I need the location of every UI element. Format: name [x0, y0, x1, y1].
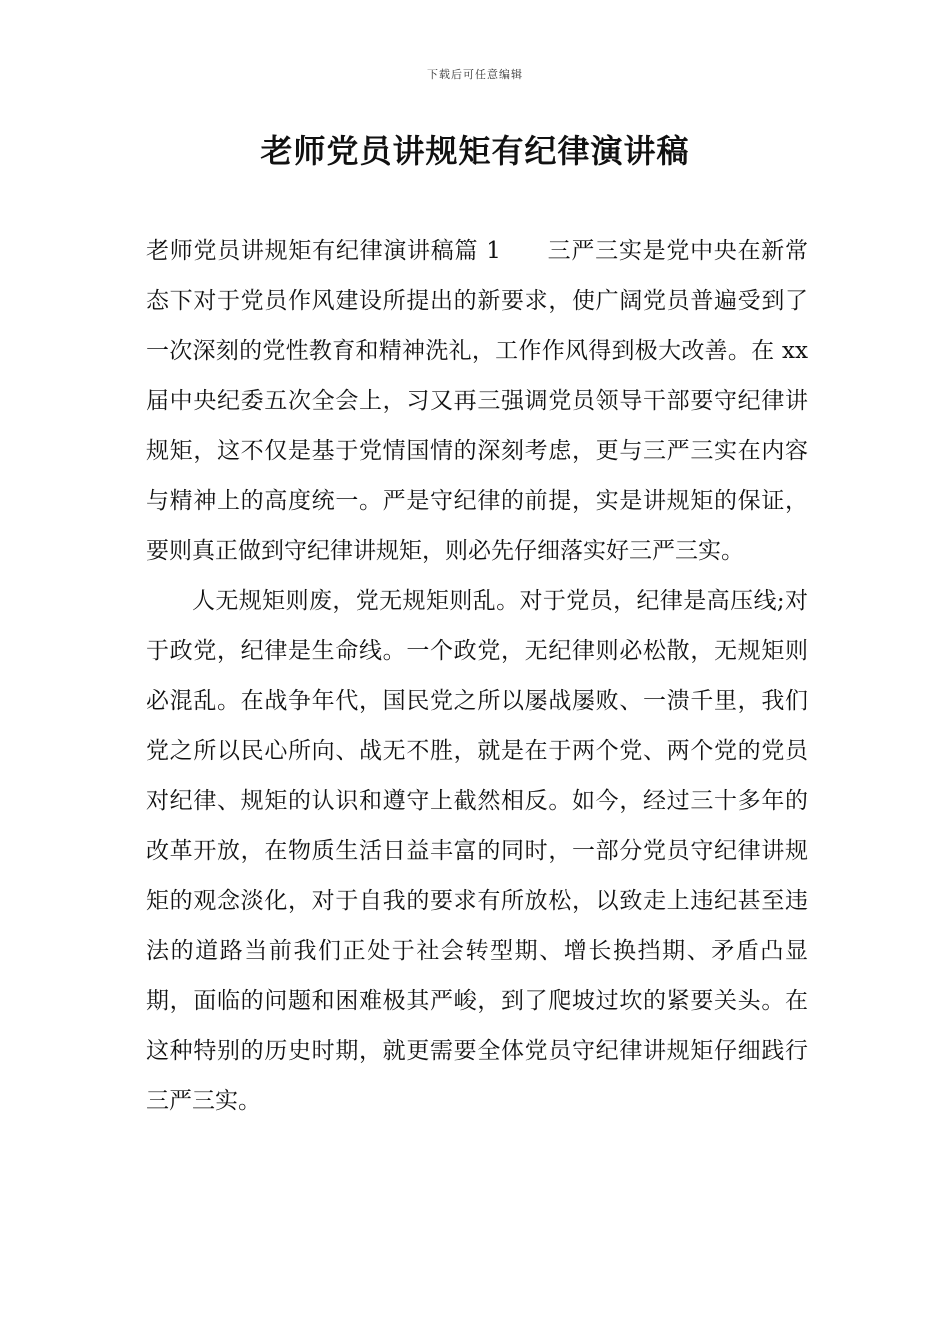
paragraph-2: 人无规矩则废，党无规矩则乱。对于党员，纪律是高压线;对于政党，纪律是生命线。一个政党，无纪律则必松散，无规矩则必混乱。在战争年代，国民党之所以屡战屡败、一溃千里，我们党之所以民心所向、战无不胜，就是在于两个党、两个党的党员对纪律、规矩的认识和遵守上截然相反。如今，经过三十多年的改革开放，在物质生活日益丰富的同时，一部分党员守纪律讲规矩的观念淡化，对于自我的要求有所放松，以致走上违纪甚至违法的道路当前我们正处于社会转型期、增长换挡期、矛盾凸显期，面临的问题和困难极其严峻，到了爬坡过坎的紧要关头。在这种特别的历史时期，就更需要全体党员守纪律讲规矩仔细践行三严三实。	[146, 588, 808, 1114]
header-note: 下载后可任意编辑	[427, 68, 523, 81]
paragraph-1-text: 三严三实是党中央在新常态下对于党员作风建设所提出的新要求，使广阔党员普遍受到了一次深刻的党性教育和精神洗礼，工作作风得到极大改善。在 xx 届中央纪委五次全会上，习又再三强调党员领导干部要守纪律讲规矩，这不仅是基于党情国情的深刻考虑，更与三严三实在内容与精神上的高度统一。严是守纪律的前提，实是讲规矩的保证，要则真正做到守纪律讲规矩，则必先仔细落实好三严三实。	[146, 238, 808, 564]
paragraph-1	[146, 226, 808, 576]
document-title: 老师党员讲规矩有纪律演讲稿	[260, 132, 690, 170]
document-body	[146, 226, 808, 1126]
section-heading: 老师党员讲规矩有纪律演讲稿篇 1	[146, 238, 501, 264]
